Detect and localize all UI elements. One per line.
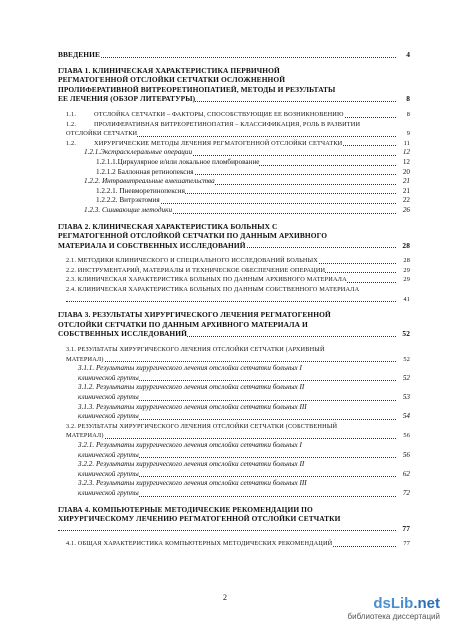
watermark-logo-tld: .net	[413, 595, 440, 612]
toc-entry[interactable]	[58, 393, 410, 403]
toc-entry-title: 2.2. ИНСТРУМЕНТАРИЙ, МАТЕРИАЛЫ И ТЕХНИЧЕСКОЕ ОБЕСПЕЧЕНИЕ ОПЕРАЦИИ	[66, 266, 326, 274]
toc-entry	[58, 441, 410, 451]
toc-entry[interactable]	[58, 177, 410, 187]
toc-entry-page: 54	[402, 412, 410, 421]
toc-entry-title: ВВЕДЕНИЕ	[58, 50, 101, 59]
toc-entry-title: клинической группы	[78, 393, 139, 401]
toc-entry-page: 4	[406, 50, 410, 59]
toc-entry-page: 12	[402, 148, 410, 157]
toc-entry[interactable]	[58, 168, 410, 178]
toc-entry	[58, 85, 410, 95]
toc-entry-page: 53	[402, 393, 410, 401]
toc-entry-page: 21	[402, 186, 410, 195]
toc-entry-title: 3.2.2. Результаты хирургического лечения отслойки сетчатки больных II	[78, 460, 305, 469]
toc-entry-title: 4.1. ОБЩАЯ ХАРАКТЕРИСТИКА КОМПЬЮТЕРНЫХ МЕТОДИЧЕСКИХ РЕКОМЕНДАЦИЙ	[66, 540, 333, 548]
page-number: 2	[223, 593, 227, 602]
toc-entry-number: 1.2.	[66, 139, 77, 147]
toc-entry-number: 1.2.	[66, 120, 77, 128]
toc-entry-title: ГЛАВА 3. РЕЗУЛЬТАТЫ ХИРУРГИЧЕСКОГО ЛЕЧЕНИЯ РЕГМАТОГЕННОЙ	[58, 310, 331, 320]
leader-dots	[58, 57, 396, 58]
toc-entry-title: 2.1. МЕТОДИКИ КЛИНИЧЕСКОГО И СПЕЦИАЛЬНОГО ИССЛЕДОВАНИЙ БОЛЬНЫХ	[66, 257, 318, 265]
toc-entry[interactable]	[58, 94, 410, 104]
toc-entry-page: 20	[402, 167, 410, 176]
toc-entry	[58, 120, 410, 130]
toc-entry-page: 29	[403, 276, 410, 284]
toc-entry-title: ГЛАВА 2. КЛИНИЧЕСКАЯ ХАРАКТЕРИСТИКА БОЛЬНЫХ С	[58, 221, 278, 231]
toc-entry-title: 1.2.1.2 Баллонная ретинопексия	[96, 167, 194, 176]
toc-entry[interactable]	[58, 431, 410, 441]
toc-entry-page: 62	[402, 469, 410, 478]
toc-entry-page: 11	[403, 139, 410, 147]
leader-dots	[58, 530, 396, 531]
table-of-contents	[58, 44, 410, 549]
toc-entry[interactable]	[58, 110, 410, 120]
toc-entry	[58, 66, 410, 76]
toc-entry-page: 29	[403, 266, 410, 274]
toc-entry-title: ХИРУРГИЧЕСКИЕ МЕТОДЫ ЛЕЧЕНИЯ РЕГМАТОГЕННОЙ ОТСЛОЙКИ СЕТЧАТКИ	[94, 139, 343, 147]
toc-entry-title: 3.2.3. Результаты хирургического лечения отслойки сетчатки больных III	[78, 479, 307, 488]
toc-entry-title: клинической группы	[78, 488, 139, 497]
toc-entry	[58, 364, 410, 374]
toc-entry-title: 2.4. КЛИНИЧЕСКАЯ ХАРАКТЕРИСТИКА БОЛЬНЫХ ПО ДАННЫМ СОБСТВЕННОГО МАТЕРИАЛА	[66, 286, 360, 294]
toc-entry[interactable]	[58, 539, 410, 549]
toc-entry-title: ГЛАВА 1. КЛИНИЧЕСКАЯ ХАРАКТЕРИСТИКА ПЕРВИЧНОЙ	[58, 65, 280, 75]
toc-entry	[58, 422, 410, 432]
toc-entry-title: клинической группы	[78, 469, 139, 478]
toc-entry-page: 28	[402, 240, 410, 250]
toc-entry[interactable]	[58, 241, 410, 251]
toc-entry-title: 3.2. РЕЗУЛЬТАТЫ ХИРУРГИЧЕСКОГО ЛЕЧЕНИЯ ОТСЛОЙКИ СЕТЧАТКИ (СОБСТВЕННЫЙ	[66, 422, 338, 430]
toc-entry[interactable]	[58, 148, 410, 158]
toc-entry-page: 52	[402, 373, 410, 382]
toc-entry[interactable]	[58, 196, 410, 206]
toc-entry[interactable]	[58, 206, 410, 216]
toc-entry-title: 1.2.2.1. Пневморетинопексия	[96, 186, 185, 195]
toc-entry[interactable]	[58, 451, 410, 461]
toc-entry-page: 28	[403, 257, 410, 265]
toc-entry-page: 77	[402, 523, 410, 533]
toc-entry-page: 72	[402, 488, 410, 497]
toc-entry-title: РЕГМАТОГЕННОЙ ОТСЛОЙКИ СЕТЧАТКИ ОСЛОЖНЕННОЙ	[58, 75, 286, 85]
toc-entry-title: ОТСЛОЙКИ СЕТЧАТКИ ПО ДАННЫМ АРХИВНОГО МАТЕРИАЛА И	[58, 319, 308, 329]
toc-entry-page: 22	[402, 196, 410, 205]
toc-entry[interactable]	[58, 139, 410, 149]
watermark-subtitle: библиотека диссертаций	[347, 612, 440, 621]
toc-entry-title: клинической группы	[78, 373, 139, 382]
toc-entry[interactable]	[58, 129, 410, 139]
toc-entry-title: ПРОЛИФЕРАТИВНАЯ ВИТРЕОРЕТИНОПАТИЯ – КЛАССИФИКАЦИЯ, РОЛЬ В РАЗВИТИИ	[94, 120, 361, 128]
toc-entry[interactable]	[58, 374, 410, 384]
toc-entry[interactable]	[58, 256, 410, 266]
toc-entry	[58, 403, 410, 413]
toc-entry-page: 52	[402, 329, 410, 339]
toc-entry-page: 52	[403, 355, 410, 363]
toc-entry-page: 12	[402, 157, 410, 166]
toc-entry	[58, 75, 410, 85]
toc-entry-page: 9	[406, 130, 410, 138]
toc-entry-title: 3.1.3. Результаты хирургического лечения отслойки сетчатки больных III	[78, 402, 307, 411]
leader-dots	[66, 301, 396, 302]
toc-entry	[58, 310, 410, 320]
toc-entry[interactable]	[58, 489, 410, 499]
toc-entry[interactable]	[58, 275, 410, 285]
toc-entry-title: ГЛАВА 4. КОМПЬЮТЕРНЫЕ МЕТОДИЧЕСКИЕ РЕКОМЕНДАЦИИ ПО	[58, 504, 313, 514]
toc-entry-title: 3.1.1. Результаты хирургического лечения отслойки сетчатки больных I	[78, 364, 302, 373]
toc-entry[interactable]	[58, 187, 410, 197]
toc-entry-title: 3.2.1. Результаты хирургического лечения отслойки сетчатки больных I	[78, 440, 302, 449]
toc-entry-title: 1.2.2. Интравитреальные вмешательства	[84, 177, 215, 186]
toc-entry-title: 3.1.2. Результаты хирургического лечения отслойки сетчатки больных II	[78, 383, 305, 392]
toc-entry[interactable]	[58, 158, 410, 168]
toc-entry	[58, 345, 410, 355]
toc-entry-page: 56	[402, 450, 410, 459]
toc-entry	[58, 383, 410, 393]
toc-entry[interactable]	[58, 470, 410, 480]
toc-entry-title: ОТСЛОЙКА СЕТЧАТКИ – ФАКТОРЫ, СПОСОБСТВУЮЩИЕ ЕЕ ВОЗНИКНОВЕНИЮ	[94, 110, 344, 118]
toc-entry-title: ОТСЛОЙКИ СЕТЧАТКИ	[66, 130, 138, 138]
toc-entry-title: клинической группы	[78, 412, 139, 421]
toc-entry-title: 2.3. КЛИНИЧЕСКАЯ ХАРАКТЕРИСТИКА БОЛЬНЫХ ПО ДАННЫМ АРХИВНОГО МАТЕРИАЛА	[66, 276, 347, 284]
toc-entry-page: 26	[402, 205, 410, 214]
toc-entry-page: 8	[406, 110, 410, 118]
toc-entry	[58, 514, 410, 524]
toc-entry-number: 1.1.	[66, 110, 77, 118]
toc-entry	[58, 222, 410, 232]
toc-entry-title: РЕГМАТОГЕННОЙ ОТСЛОЙКОЙ СЕТЧАТКИ ПО ДАННЫМ АРХИВНОГО	[58, 231, 328, 241]
toc-entry-title: МАТЕРИАЛ)	[66, 432, 104, 440]
toc-entry-title: ХИРУРГИЧЕСКОМУ ЛЕЧЕНИЮ РЕГМАТОГЕННОЙ ОТСЛОЙКИ СЕТЧАТКИ	[58, 514, 341, 524]
toc-entry-title: 1.2.1.1.Циркулярное и/или локальное пломбирование	[96, 157, 260, 166]
watermark-logo-main: dsLib	[373, 595, 414, 612]
toc-entry-title: 3.1. РЕЗУЛЬТАТЫ ХИРУРГИЧЕСКОГО ЛЕЧЕНИЯ ОТСЛОЙКИ СЕТЧАТКИ (АРХИВНЫЙ	[66, 346, 325, 354]
toc-entry	[58, 460, 410, 470]
toc-entry-title: ЕЕ ЛЕЧЕНИЯ (ОБЗОР ЛИТЕРАТУРЫ)	[58, 94, 196, 104]
toc-entry-title: СОБСТВЕННЫХ ИССЛЕДОВАНИЙ	[58, 329, 187, 339]
toc-entry-title: МАТЕРИАЛ)	[66, 355, 104, 363]
toc-entry-page: 8	[406, 94, 410, 104]
toc-entry	[58, 285, 410, 295]
toc-entry-title: 1.2.1.Экстрасклеральные операции	[84, 148, 193, 157]
toc-entry-title: МАТЕРИАЛА И СОБСТВЕННЫХ ИССЛЕДОВАНИЙ	[58, 240, 246, 250]
toc-entry	[58, 505, 410, 515]
toc-entry[interactable]	[58, 295, 410, 305]
toc-entry[interactable]	[58, 50, 410, 60]
toc-entry-page: 41	[403, 295, 410, 303]
toc-entry[interactable]	[58, 412, 410, 422]
toc-entry[interactable]	[58, 355, 410, 365]
toc-entry[interactable]	[58, 329, 410, 339]
leader-dots	[66, 438, 396, 439]
toc-entry	[58, 320, 410, 330]
toc-entry-title: клинической группы	[78, 450, 139, 459]
watermark	[260, 596, 440, 622]
toc-entry	[58, 231, 410, 241]
toc-entry-page: 56	[403, 432, 410, 440]
toc-entry-title: ПРОЛИФЕРАТИВНОЙ ВИТРЕОРЕТИНОПАТИЕЙ, МЕТОДЫ И РЕЗУЛЬТАТЫ	[58, 84, 336, 94]
toc-entry[interactable]	[58, 266, 410, 276]
toc-entry[interactable]	[58, 524, 410, 534]
toc-entry-page: 21	[402, 177, 410, 186]
toc-entry	[58, 479, 410, 489]
watermark-logo[interactable]	[260, 596, 440, 612]
toc-entry-page: 77	[403, 540, 410, 548]
leader-dots	[66, 361, 396, 362]
toc-entry-title: 1.2.2.2. Витрэктомия	[96, 196, 160, 205]
toc-entry-title: 1.2.3. Сшивающие методики	[84, 205, 173, 214]
